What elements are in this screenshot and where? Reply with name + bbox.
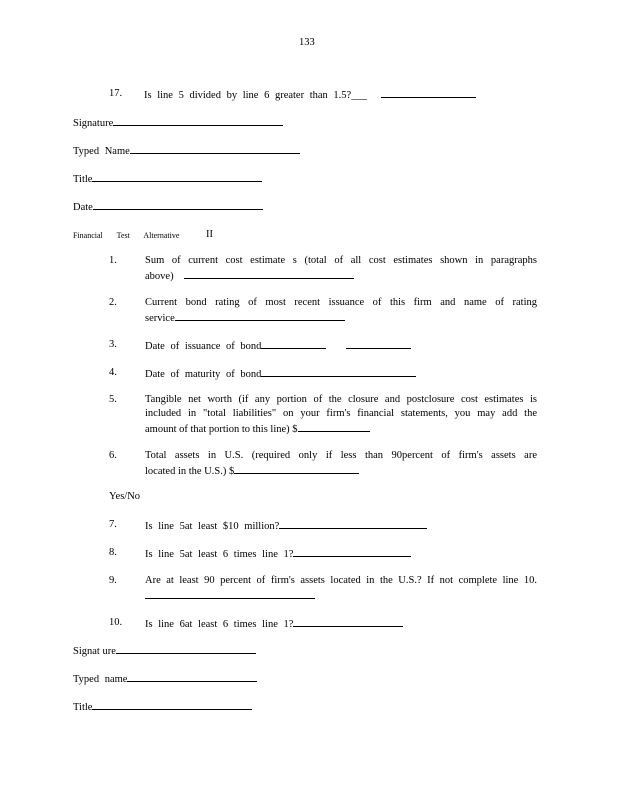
section-heading: Financial Test Alternative xyxy=(73,231,180,240)
item-2-number: 2. xyxy=(109,297,117,308)
signature-label-2: Signat ure xyxy=(73,646,116,657)
item-2-answer-line[interactable] xyxy=(175,310,345,321)
item-6-answer-line[interactable] xyxy=(234,463,359,474)
date-field-1 xyxy=(73,199,263,214)
item-4-answer-line[interactable] xyxy=(261,366,416,377)
item-1-line2-row xyxy=(145,268,354,283)
item-4-text: Date of maturity of bond xyxy=(145,369,262,380)
typed-name-field-2 xyxy=(73,671,257,686)
title-field-1 xyxy=(73,171,262,186)
item-17-number: 17. xyxy=(109,88,123,99)
item-8-number: 8. xyxy=(109,547,117,558)
item-17-text: Is line 5 divided by line 6 greater than 1.5?___ xyxy=(144,90,367,101)
signature-line[interactable] xyxy=(113,115,283,126)
item-8-text: Is line 5at least 6 times line 1? xyxy=(145,549,294,560)
item-7-number: 7. xyxy=(109,519,117,530)
signature-line-2[interactable] xyxy=(116,643,256,654)
typed-name-label-2: Typed name xyxy=(73,674,128,685)
yes-no-label: Yes/No xyxy=(109,491,141,502)
item-2-line2-row xyxy=(145,310,345,325)
item-9-text: Are at least 90 percent of firm's assets located in the U.S.? If not complete line 10. xyxy=(145,575,537,586)
section-heading-numeral: II xyxy=(206,229,213,240)
signature-label: Signature xyxy=(73,118,114,129)
title-line-2[interactable] xyxy=(92,699,252,710)
item-5-line3: amount of that portion to this line) $ xyxy=(145,424,298,435)
signature-field-2 xyxy=(73,643,256,658)
item-5-number: 5. xyxy=(109,394,117,405)
item-3-row xyxy=(145,338,411,353)
item-7-answer-line[interactable] xyxy=(279,518,427,529)
item-9-answer-line[interactable] xyxy=(145,588,315,599)
item-7-text: Is line 5at least $10 million? xyxy=(145,521,280,532)
item-6-number: 6. xyxy=(109,450,117,461)
typed-name-label: Typed Name xyxy=(73,146,130,157)
item-4-number: 4. xyxy=(109,367,117,378)
item-8-answer-line[interactable] xyxy=(293,546,411,557)
item-5-line2: included in "total liabilities" on your firm's financial statements, you may add the xyxy=(145,408,537,419)
title-field-2 xyxy=(73,699,252,714)
item-6-line2-row xyxy=(145,463,359,478)
typed-name-field-1 xyxy=(73,143,300,158)
item-1-answer-line[interactable] xyxy=(184,268,354,279)
item-7-row xyxy=(145,518,427,533)
typed-name-line[interactable] xyxy=(130,143,300,154)
item-10-answer-line[interactable] xyxy=(293,616,403,627)
item-1-line2: above) xyxy=(145,271,174,282)
item-1-number: 1. xyxy=(109,255,117,266)
item-17-answer-line[interactable] xyxy=(381,87,476,98)
item-10-text: Is line 6at least 6 times line 1? xyxy=(145,619,294,630)
item-9-line2-row xyxy=(145,588,315,603)
item-2-line1: Current bond rating of most recent issuance of this firm and name of rating xyxy=(145,297,537,308)
typed-name-line-2[interactable] xyxy=(127,671,257,682)
item-4-row xyxy=(145,366,416,381)
item-5-answer-line[interactable] xyxy=(298,421,370,432)
item-3-text: Date of issuance of bond xyxy=(145,341,262,352)
item-5-line3-row xyxy=(145,421,370,436)
item-8-row xyxy=(145,546,411,561)
title-line[interactable] xyxy=(92,171,262,182)
date-label: Date xyxy=(73,202,93,213)
item-3-answer-line-a[interactable] xyxy=(261,338,326,349)
item-9-number: 9. xyxy=(109,575,117,586)
item-3-answer-line-b[interactable] xyxy=(346,338,411,349)
item-10-number: 10. xyxy=(109,617,123,628)
date-line[interactable] xyxy=(93,199,263,210)
title-label: Title xyxy=(73,174,93,185)
item-17-question xyxy=(144,87,476,102)
item-2-line2: service xyxy=(145,313,175,324)
item-3-number: 3. xyxy=(109,339,117,350)
title-label-2: Title xyxy=(73,702,93,713)
item-1-line1: Sum of current cost estimate s (total of all cost estimates shown in paragraphs xyxy=(145,255,537,266)
item-10-row xyxy=(145,616,403,631)
page-number: 133 xyxy=(299,37,315,48)
item-6-line1: Total assets in U.S. (required only if less than 90percent of firm's assets are xyxy=(145,450,537,461)
signature-field-1 xyxy=(73,115,283,130)
item-6-line2: located in the U.S.) $ xyxy=(145,466,235,477)
item-5-line1: Tangible net worth (if any portion of the closure and postclosure cost estimates is xyxy=(145,394,537,405)
